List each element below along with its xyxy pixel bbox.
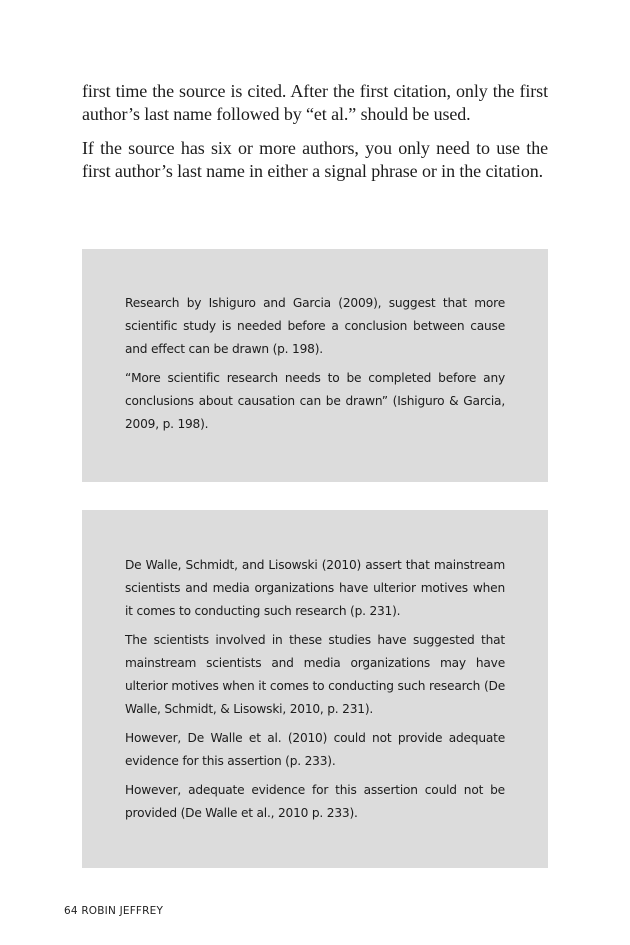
page-footer [64,905,163,917]
example-box-ishiguro [82,249,548,482]
example-paragraph: De Walle, Schmidt, and Lisowski (2010) assert that mainstream scientists and media organizations have ulterior motives when it comes to conducting such research (p. 231). [125,558,505,618]
example-paragraph: However, adequate evidence for this assertion could not be provided (De Walle et al., 2010 p. 233). [125,783,505,820]
example-paraphrase: Research by Ishiguro and Garcia (2009), suggest that more scientific study is needed before a conclusion between cause and effect can be drawn (p. 198). [125,296,505,356]
example-quotation: “More scientific research needs to be completed before any conclusions about causation can be drawn” (Ishiguro & Garcia, 2009, p. 198). [125,371,505,431]
page-number: 64 [64,905,78,917]
intro-paragraph: If the source has six or more authors, you only need to use the first author’s last name in either a signal phrase or in the citation. [82,138,548,181]
intro-paragraph: first time the source is cited. After the first citation, only the first author’s last name followed by “et al.” should be used. [82,81,548,124]
running-head: ROBIN JEFFREY [81,905,164,917]
example-box-de-walle [82,510,548,868]
example-paragraph: The scientists involved in these studies have suggested that mainstream scientists and media organizations may have ulterior motives when it comes to conducting such research (De Walle, Schmidt, & Lisowski, 2010, p. 231). [125,633,505,716]
body-text [82,80,548,194]
example-paragraph: However, De Walle et al. (2010) could not provide adequate evidence for this assertion (p. 233). [125,731,505,768]
